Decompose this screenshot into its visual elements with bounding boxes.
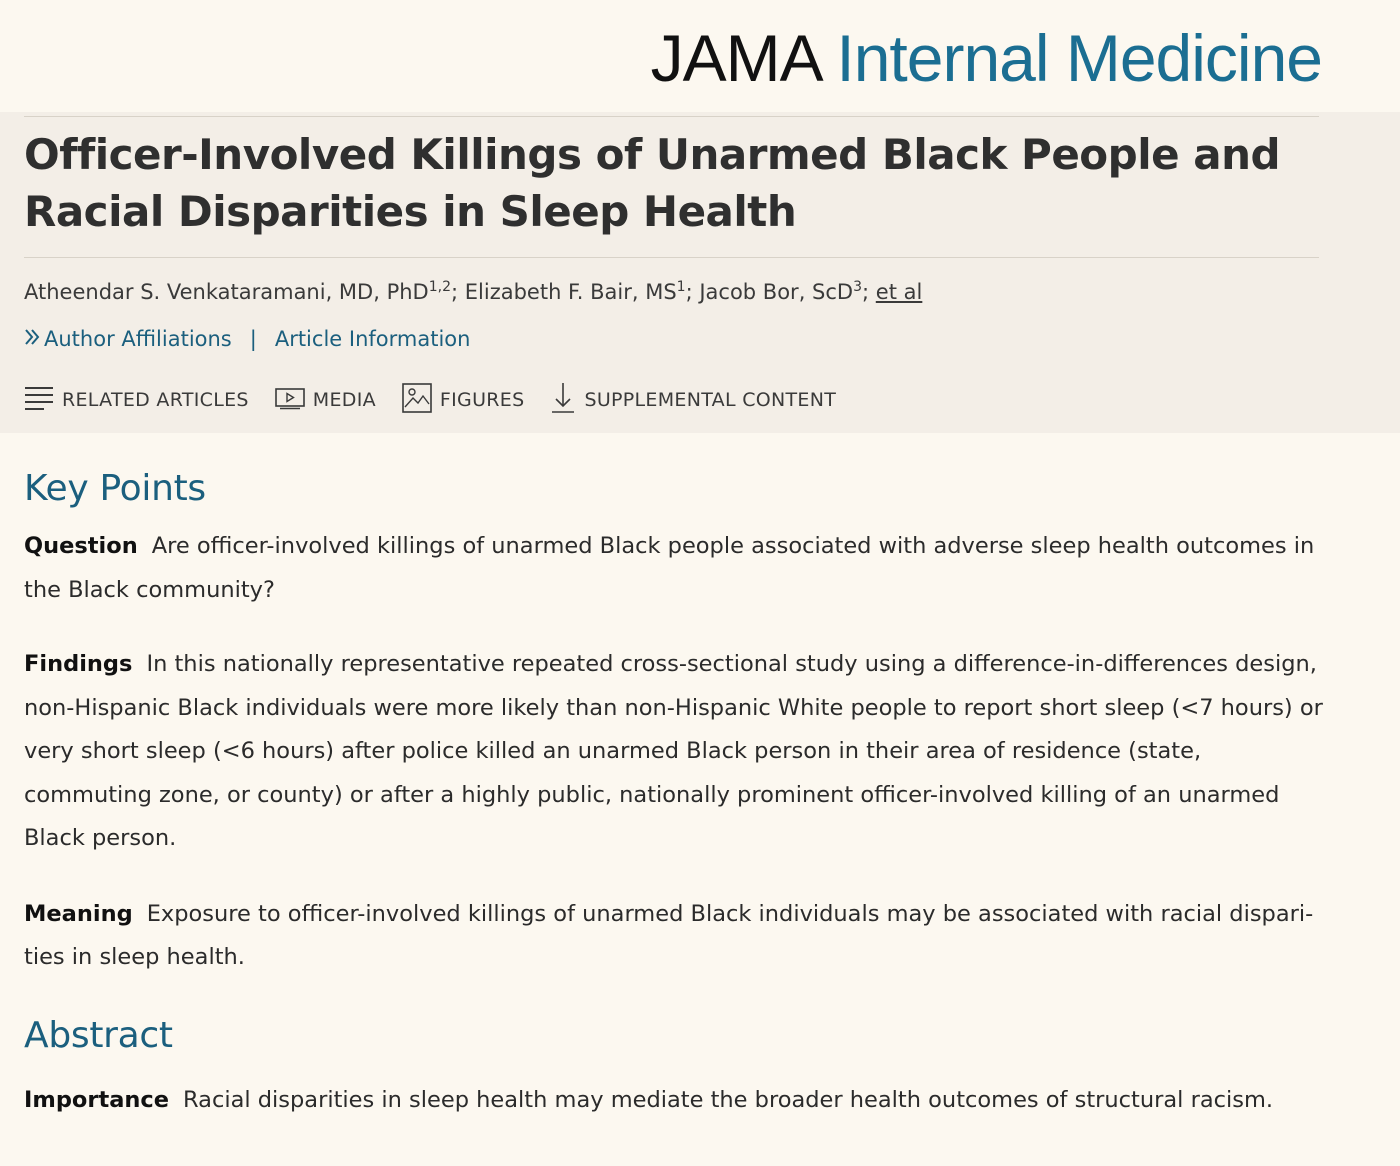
author-affiliations-link[interactable]: Author Affiliations [44, 327, 232, 351]
author-name[interactable]: Jacob Bor, ScD [699, 280, 854, 304]
masthead [0, 0, 1400, 112]
link-divider: | [249, 327, 257, 351]
meaning-text: Exposure to officer-involved killings of unarmed Black individuals may be associated with racial disparities in sleep health. [24, 900, 1314, 970]
question-label: Question [24, 533, 138, 559]
author-separator: ; [862, 280, 876, 304]
author-separator: ; [685, 280, 700, 304]
double-chevron-right-icon [24, 325, 40, 355]
media-button[interactable] [275, 386, 376, 415]
title-divider [24, 257, 1319, 258]
author-name[interactable]: Atheendar S. Venkataramani, MD, PhD [24, 280, 429, 304]
meaning-paragraph [24, 893, 1324, 980]
logo-journal-name: Internal Medicine [836, 21, 1322, 95]
download-arrow-icon [550, 382, 584, 419]
author-list [24, 272, 922, 307]
article-body [24, 433, 1324, 1122]
article-information-link[interactable]: Article Information [274, 327, 471, 351]
key-points-heading: Key Points [24, 468, 206, 509]
question-text: Are officer-involved killings of unarmed Black people associated with adverse sleep health outcomes in the Black community? [24, 533, 1315, 603]
article-title: Officer-Involved Killings of Unarmed Black People and Racial Disparities in Sleep Health [24, 130, 1281, 236]
figures-label: FIGURES [439, 389, 525, 411]
affiliation-links [24, 324, 470, 355]
article-toolbar [24, 382, 862, 418]
author-name[interactable]: Elizabeth F. Bair, MS [464, 280, 677, 304]
jama-internal-medicine-logo[interactable] [651, 22, 1322, 94]
supplemental-content-label: SUPPLEMENTAL CONTENT [584, 389, 837, 411]
supplemental-content-button[interactable] [550, 382, 836, 419]
findings-paragraph [24, 643, 1324, 861]
importance-label: Importance [24, 1086, 170, 1113]
question-paragraph [24, 525, 1324, 612]
importance-text: Racial disparities in sleep health may mediate the broader health outcomes of structural racism. [183, 1086, 1274, 1113]
media-label: MEDIA [312, 389, 376, 411]
image-figure-icon [402, 383, 440, 418]
author-affiliation-ref: 1 [676, 279, 686, 295]
figures-button[interactable] [402, 383, 525, 418]
findings-label: Findings [24, 651, 133, 677]
importance-paragraph [24, 1079, 1324, 1123]
author-affiliation-ref: 3 [853, 279, 863, 295]
et-al-link[interactable]: et al [875, 280, 923, 304]
author-separator: ; [450, 280, 465, 304]
media-play-icon [275, 386, 313, 415]
logo-jama: JAMA [650, 21, 820, 95]
abstract-heading: Abstract [24, 1014, 173, 1056]
author-affiliation-ref: 1,2 [428, 279, 451, 295]
related-articles-button[interactable] [24, 385, 249, 416]
article-header [0, 112, 1400, 433]
related-articles-label: RELATED ARTICLES [62, 389, 249, 411]
meaning-label: Meaning [24, 900, 133, 927]
header-top-divider [24, 116, 1319, 117]
list-lines-icon [24, 385, 62, 416]
findings-text: In this nationally representative repeated cross-sectional study using a difference-in-differences design, non-Hispanic Black individuals were more likely than non-Hispanic White people to report short sleep (<7 hours) or very short sleep (<6 hours) after police killed an unarmed Black person in their area of residence (state, commuting zone, or county) or after a highly public, nationally prominent officer-involved killing of an unarmed Black person. [24, 651, 1323, 851]
